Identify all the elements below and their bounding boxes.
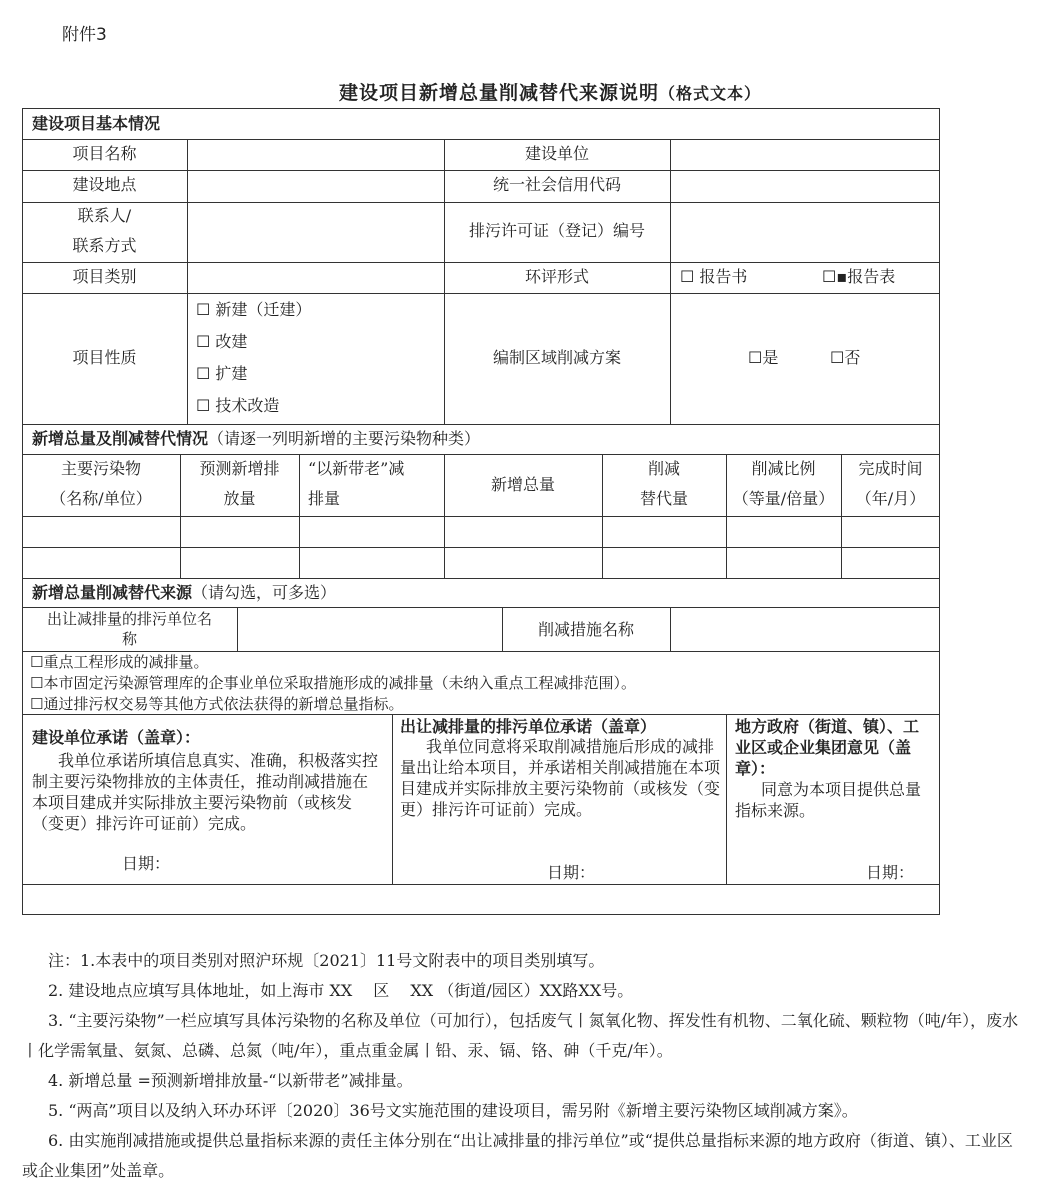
builder-date: 日期： xyxy=(122,854,171,873)
col-ratio-l2: （等量/倍量） xyxy=(732,489,835,508)
col-new-old-l1: “以新带老”减 xyxy=(308,459,405,478)
row-line xyxy=(22,262,940,263)
label-nature: 项目性质 xyxy=(72,348,137,367)
label-credit-code: 统一社会信用代码 xyxy=(492,175,621,194)
col-new-old-l2: 排量 xyxy=(308,489,341,508)
note-item: 5. “两高”项目以及纳入环办环评〔2020〕36号文实施范围的建设项目，需另附《新增主要污染物区域削减方案》。 xyxy=(48,1101,858,1120)
label-category: 项目类别 xyxy=(72,267,137,286)
row-line xyxy=(22,454,940,455)
checkbox-nature-expand[interactable]: ☐ 扩建 xyxy=(196,364,248,383)
note-item: 3. “主要污染物”一栏应填写具体污染物的名称及单位（可加行），包括废气丨氮氧化物、挥发性有机物、二氧化硫、颗粒物（吨/年），废水丨化学需氧量、氨氮、总磷、总氮（吨/年），重点重金属丨铅、汞、镉、铬、砷（千克/年）。 xyxy=(22,1011,1019,1060)
col-line xyxy=(670,139,671,424)
row-line xyxy=(22,884,940,885)
section-heading-basic-info: 建设项目基本情况 xyxy=(32,114,161,133)
row-line xyxy=(22,139,940,140)
government-opinion-body: 同意为本项目提供总量指标来源。 xyxy=(735,780,922,820)
label-measure: 削减措施名称 xyxy=(537,620,634,639)
builder-commitment-body: 我单位承诺所填信息真实、准确，积极落实控制主要污染物排放的主体责任，推动削减措施在本项目建成并实际排放主要污染物前（或核发（变更）排污许可证前）完成。 xyxy=(32,751,379,833)
col-line xyxy=(237,607,238,651)
col-pollutant-l2: （名称/单位） xyxy=(50,489,152,508)
row-line xyxy=(22,170,940,171)
checkbox-trading[interactable]: ☐通过排污权交易等其他方式依法获得的新增总量指标。 xyxy=(30,695,404,713)
label-unit-l1: 出让减排量的排污单位名 xyxy=(46,610,212,628)
checkbox-nature-tech[interactable]: ☐ 技术改造 xyxy=(196,396,280,415)
label-unit-l2: 称 xyxy=(121,630,137,648)
note-item: 注：1.本表中的项目类别对照沪环规〔2021〕11号文附表中的项目类别填写。 xyxy=(48,951,605,970)
checkbox-plan-no[interactable]: ☐否 xyxy=(830,348,861,367)
government-date: 日期： xyxy=(866,863,915,882)
checkbox-fixed-source[interactable]: ☐本市固定污染源管理库的企事业单位采取措施形成的减排量（未纳入重点工程减排范围）。 xyxy=(30,674,636,692)
form-title xyxy=(0,78,1041,105)
notes xyxy=(22,946,1022,1186)
checkbox-key-project[interactable]: ☐重点工程形成的减排量。 xyxy=(30,653,209,671)
col-line xyxy=(726,714,727,884)
col-pollutant-l1: 主要污染物 xyxy=(60,459,141,478)
row-line xyxy=(22,202,940,203)
row-line xyxy=(22,516,940,517)
checkbox-nature-new[interactable]: ☐ 新建（迁建） xyxy=(196,300,312,319)
checkbox-plan-yes[interactable]: ☐是 xyxy=(748,348,779,367)
label-contact-line2: 联系方式 xyxy=(72,236,137,255)
col-line xyxy=(187,139,188,424)
label-contact-line1: 联系人/ xyxy=(77,206,132,225)
col-done-time-l1: 完成时间 xyxy=(858,459,923,478)
label-reduction-plan: 编制区域削减方案 xyxy=(492,348,621,367)
row-line xyxy=(22,547,940,548)
attachment-label: 附件3 xyxy=(62,25,107,45)
col-replace-l2: 替代量 xyxy=(639,489,688,508)
heading-note: （请逐一列明新增的主要污染物种类） xyxy=(208,429,481,448)
col-new-total: 新增总量 xyxy=(490,475,555,494)
checkbox-report-book[interactable]: ☐ 报告书 xyxy=(680,267,748,286)
label-project-name: 项目名称 xyxy=(72,144,137,163)
checkbox-report-form[interactable]: ☐▪报告表 xyxy=(822,267,896,286)
row-line xyxy=(22,714,940,715)
section-heading-increment xyxy=(32,431,480,447)
section-heading-source xyxy=(32,585,336,601)
title-sub: （格式文本） xyxy=(659,84,762,103)
note-item: 6. 由实施削减措施或提供总量指标来源的责任主体分别在“出让减排量的排污单位”或“提供总量指标来源的地方政府（街道、镇）、工业区或企业集团”处盖章。 xyxy=(22,1131,1013,1180)
heading-note: （请勾选，可多选） xyxy=(192,583,337,602)
label-permit-no: 排污许可证（登记）编号 xyxy=(468,221,645,240)
col-done-time-l2: （年/月） xyxy=(855,489,926,508)
heading-text: 新增总量削减替代来源 xyxy=(32,583,193,602)
col-predicted-l1: 预测新增排 xyxy=(199,459,280,478)
col-line xyxy=(299,454,300,578)
transfer-commitment-body: 我单位同意将采取削减措施后形成的减排量出让给本项目，并承诺相关削减措施在本项目建成并实际排放主要污染物前（或核发（变更）排污许可证前）完成。 xyxy=(400,737,721,819)
col-line xyxy=(392,714,393,884)
row-line xyxy=(22,651,940,652)
row-line xyxy=(22,578,940,579)
col-ratio-l1: 削减比例 xyxy=(751,459,816,478)
transfer-commitment-title: 出让减排量的排污单位承诺（盖章） xyxy=(400,717,657,736)
row-line xyxy=(22,293,940,294)
row-line xyxy=(22,424,940,425)
title-main: 建设项目新增总量削减替代来源说明 xyxy=(338,82,659,104)
checkbox-nature-rebuild[interactable]: ☐ 改建 xyxy=(196,332,248,351)
row-line xyxy=(22,607,940,608)
col-predicted-l2: 放量 xyxy=(223,489,256,508)
col-line xyxy=(444,454,445,578)
col-line xyxy=(670,607,671,651)
note-item: 4. 新增总量 =预测新增排放量-“以新带老”减排量。 xyxy=(48,1071,413,1090)
builder-commitment-title: 建设单位承诺（盖章）： xyxy=(32,728,201,747)
label-location: 建设地点 xyxy=(72,175,137,194)
col-replace-l1: 削减 xyxy=(647,459,680,478)
label-eia-form: 环评形式 xyxy=(524,267,589,286)
transfer-date: 日期： xyxy=(547,863,596,882)
government-opinion-title: 地方政府（街道、镇）、工业区或企业集团意见（盖章）： xyxy=(735,717,920,778)
heading-text: 新增总量及削减替代情况 xyxy=(32,429,209,448)
label-builder: 建设单位 xyxy=(524,144,589,163)
note-item: 2. 建设地点应填写具体地址，如上海市 XX 区 XX （街道/园区）XX路XX号。 xyxy=(48,981,634,1000)
